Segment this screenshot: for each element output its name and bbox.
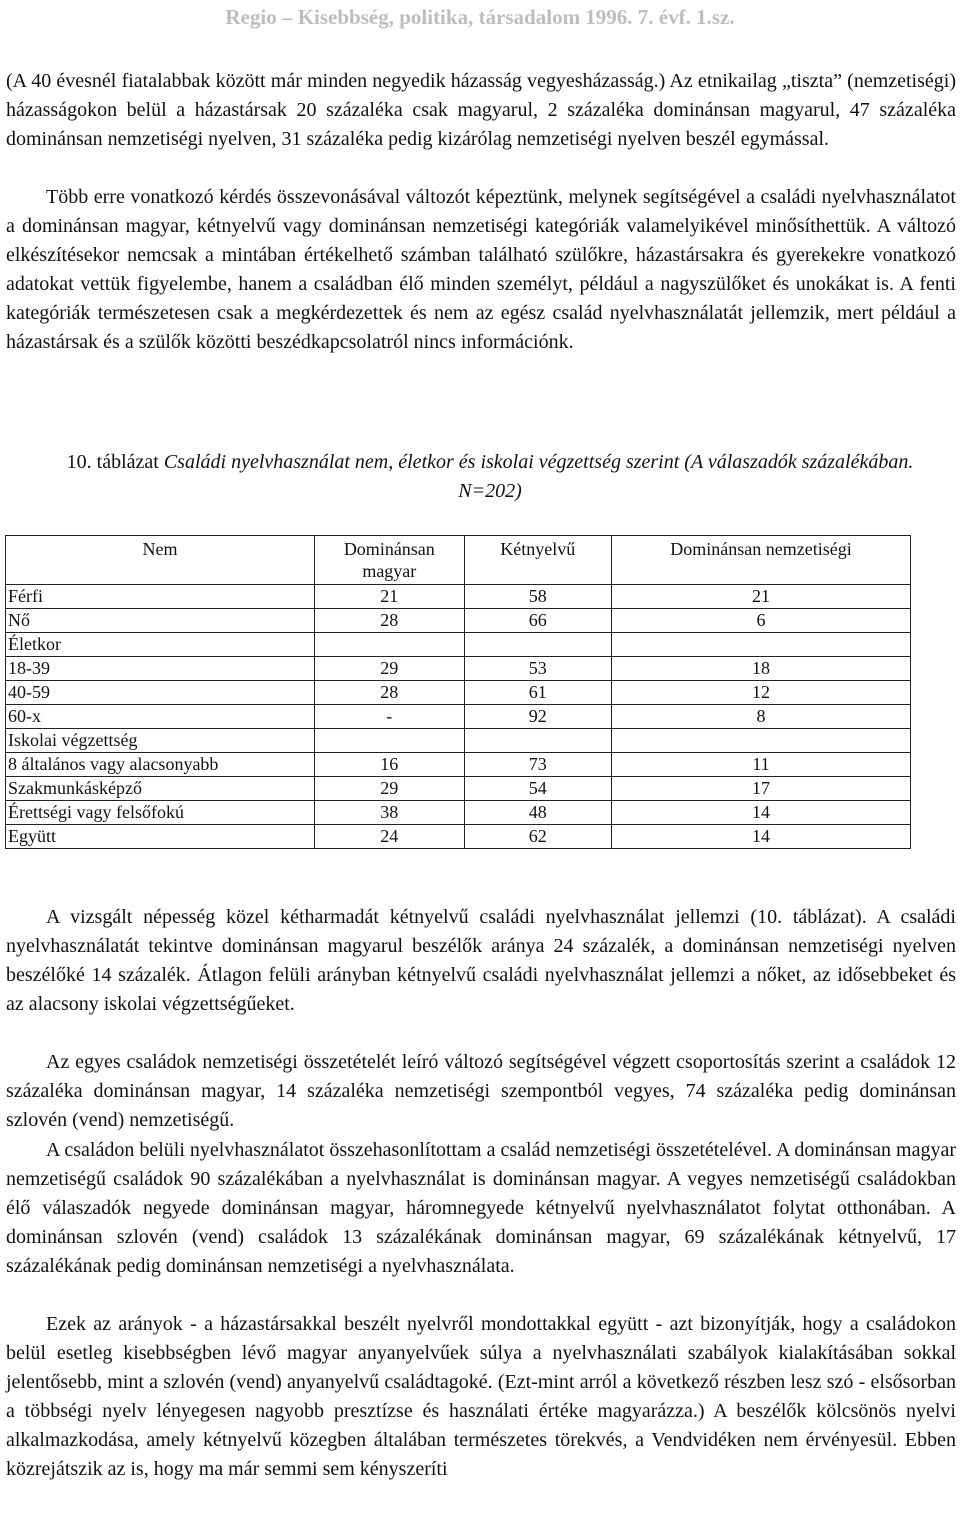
table-cell: 8 <box>612 705 911 729</box>
table-cell: 6 <box>612 609 911 633</box>
table-row-label: Férfi <box>6 585 315 609</box>
table-row <box>6 633 911 657</box>
table-cell: 21 <box>315 585 464 609</box>
table-cell <box>464 729 611 753</box>
table-row-label: 18-39 <box>6 657 315 681</box>
paragraph-bilingual-share-text: A vizsgált népesség közel kétharmadát kétnyelvű családi nyelvhasználat jellemzi (10. táblázat). A családi nyelvhasználatát tekintve dominánsan magyarul beszélők aránya 24 százalék, a dominánsan nemzetiségi nyelven beszélőké 14 százalék. Átlagon felüli arányban kétnyelvű családi nyelvhasználat jellemzi a nőket, az idősebbeket és az alacsony iskolai végzettségűeket. <box>6 906 956 1016</box>
table-cell: 24 <box>315 825 464 849</box>
table-cell: 21 <box>612 585 911 609</box>
table-row-label: Életkor <box>6 633 315 657</box>
table-row-label: Érettségi vagy felsőfokú <box>6 801 315 825</box>
table-cell: 92 <box>464 705 611 729</box>
paragraph-comparison <box>6 1136 956 1281</box>
paragraph-family-composition-text: Az egyes családok nemzetiségi összetételét leíró változó segítségével végzett csoportosítás szerint a családok 12 százaléka dominánsan magyar, 14 százaléka nemzetiségi szempontból vegyes, 74 százaléka pedig dominánsan szlovén (vend) nemzetiségű. <box>6 1051 956 1132</box>
table-row <box>6 801 911 825</box>
paragraph-conclusion <box>6 1310 956 1485</box>
table-cell: 29 <box>315 657 464 681</box>
table-cell: 29 <box>315 777 464 801</box>
paragraph-variable-definition-text: Több erre vonatkozó kérdés összevonásával változót képeztünk, melynek segítségével a családi nyelvhasználatot a dominánsan magyar, kétnyelvű vagy dominánsan nemzetiségi kategóriák valamelyikével minősíthettük. A változó elkészítésekor nemcsak a mintában értékelhető számban található szülőkre, házastársakra és gyerekekre vonatkozó adatokat vettük figyelembe, hanem a családban élő minden személyt, például a nagyszülőket és unokákat is. A fenti kategóriák természetesen csak a megkérdezettek és nem az egész család nyelvhasználatát jellemzik, mert például a házastársak és a szülők közötti beszédkapcsolatról nincs információnk. <box>6 186 956 354</box>
table-cell: - <box>315 705 464 729</box>
table-header-cell: Dominánsan magyar <box>315 536 464 585</box>
table-caption-title: Családi nyelvhasználat nem, életkor és iskolai végzettség szerint (A válaszadók százalékában. N=202) <box>163 451 914 502</box>
table-row <box>6 681 911 705</box>
table-caption <box>60 448 920 506</box>
table-row <box>6 657 911 681</box>
table-cell: 54 <box>464 777 611 801</box>
table-row <box>6 705 911 729</box>
table-cell: 28 <box>315 609 464 633</box>
table-row <box>6 825 911 849</box>
table-row <box>6 753 911 777</box>
table-row-label: Nő <box>6 609 315 633</box>
table-header-cell: Kétnyelvű <box>464 536 611 585</box>
paragraph-bilingual-share <box>6 903 956 1019</box>
table-cell: 17 <box>612 777 911 801</box>
running-header: Regio – Kisebbség, politika, társadalom 1996. 7. évf. 1.sz. <box>225 5 735 29</box>
table-row-label: Iskolai végzettség <box>6 729 315 753</box>
table-cell: 58 <box>464 585 611 609</box>
table-body <box>6 585 911 849</box>
table-cell: 48 <box>464 801 611 825</box>
table-cell: 14 <box>612 825 911 849</box>
table-row <box>6 609 911 633</box>
table-cell: 66 <box>464 609 611 633</box>
table-cell <box>464 633 611 657</box>
paragraph-marriage-language: (A 40 évesnél fiatalabbak között már minden negyedik házasság vegyesházasság.) Az etnikailag „tiszta” (nemzetiségi) házasságokon belül a házastársak 20 százaléka csak magyarul, 2 százaléka dominánsan magyarul, 47 százaléka dominánsan nemzetiségi nyelven, 31 százaléka pedig kizárólag nemzetiségi nyelven beszél egymással. <box>6 70 956 151</box>
language-use-table <box>5 535 911 849</box>
paragraph-variable-definition <box>6 183 956 358</box>
table-cell: 62 <box>464 825 611 849</box>
table-cell: 14 <box>612 801 911 825</box>
table-cell: 61 <box>464 681 611 705</box>
table-cell <box>315 729 464 753</box>
table-row-label: 8 általános vagy alacsonyabb <box>6 753 315 777</box>
table-row <box>6 585 911 609</box>
table-cell: 11 <box>612 753 911 777</box>
table-cell: 12 <box>612 681 911 705</box>
table-row-label: Szakmunkásképző <box>6 777 315 801</box>
table-row <box>6 777 911 801</box>
table-row-label: Együtt <box>6 825 315 849</box>
paragraph-conclusion-text: Ezek az arányok - a házastársakkal beszélt nyelvről mondottakkal együtt - azt bizonyítják, hogy a családokon belül esetleg kisebbségben lévő magyar anyanyelvűek súlya a nyelvhasználati szabályok kialakításában sokkal jelentősebb, mint a szlovén (vend) anyanyelvű családtagoké. (Ezt-mint arról a következő részben lesz szó - elsősorban a többségi nyelv lényegesen nagyobb presztízse és használati értéke magyarázza.) A beszélők kölcsönös nyelvi alkalmazkodása, amely kétnyelvű közegben általában természetes törekvés, a Vendvidéken nem érvényesül. Ebben közrejátszik az is, hogy ma már semmi sem kényszeríti <box>6 1313 956 1481</box>
table-cell: 73 <box>464 753 611 777</box>
table-header-row <box>6 536 911 585</box>
table-cell <box>612 633 911 657</box>
table-row-label: 60-x <box>6 705 315 729</box>
table-header-cell: Dominánsan nemzetiségi <box>612 536 911 585</box>
table-cell: 16 <box>315 753 464 777</box>
paragraph-family-composition <box>6 1048 956 1135</box>
table-cell <box>315 633 464 657</box>
table-cell <box>612 729 911 753</box>
table-cell: 53 <box>464 657 611 681</box>
paragraph-comparison-text: A családon belüli nyelvhasználatot összehasonlítottam a család nemzetiségi összetételével. A dominánsan magyar nemzetiségű családok 90 százalékában a nyelvhasználat is dominánsan magyar. A vegyes nemzetiségű családokban élő válaszadók negyede dominánsan magyar, háromnegyede kétnyelvű nyelvhasználatot folytat otthonában. A dominánsan szlovén (vend) családok 13 százalékának dominánsan magyar, 69 százalékának kétnyelvű, 17 százalékának pedig dominánsan nemzetiségi a nyelvhasználata. <box>6 1139 956 1278</box>
table-cell: 28 <box>315 681 464 705</box>
table-row <box>6 729 911 753</box>
table-cell: 18 <box>612 657 911 681</box>
table-caption-label: 10. táblázat <box>66 451 159 473</box>
table-cell: 38 <box>315 801 464 825</box>
table-header-cell: Nem <box>6 536 315 585</box>
table-row-label: 40-59 <box>6 681 315 705</box>
